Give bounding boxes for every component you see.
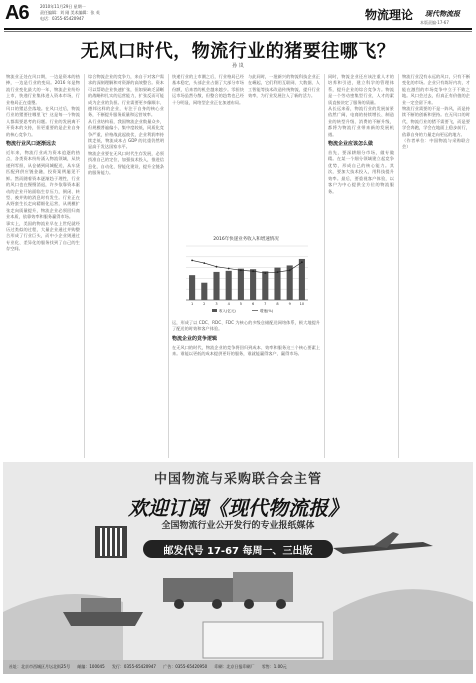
column-divider (84, 74, 85, 458)
header-meta (40, 4, 100, 22)
bar (299, 259, 305, 300)
ad-subline: 全国物流行业公开发行的专业报纸媒体 (161, 521, 315, 531)
bar-chart (172, 236, 320, 316)
x-tick-label: 7 (264, 302, 267, 306)
bar (213, 272, 219, 300)
legend-swatch-1 (212, 309, 217, 312)
paragraph: 物流行业没有永远的风口，只有不断变化的市场。企业只有练好内功，才能在激烈的市场竞争中立于不败之地。风口会过去，但真正有价值的企业一定会留下来。 (402, 74, 470, 105)
header-rule (4, 28, 472, 30)
ad-footer-price: 零售：1.00元 (261, 664, 287, 669)
page-header (0, 0, 476, 30)
paragraph: 物流行业需要的不是一阵风，而是持续不断的创新和坚持。在无风口的时代，物流行业的猪不需要飞，而是要学会奔跑，学会在地面上稳步前行，依靠自身的力量走向更远的地方。 (402, 106, 470, 137)
article-byline: 孙 岚 (232, 63, 244, 69)
bar (189, 275, 195, 300)
paragraph: 近年来，物流行业成为资本追逐的热点，各类资本纷纷涌入物流领域，从快递到零担，从仓储到同城配送，从车货匹配到供应链金融，投资案例屡见不鲜。然而随着资本逐渐趋于理性，行业的风口也在慢慢消退，许多依靠资本驱动的企业开始面临生存压力，倒闭、转型、被并购的消息时有发生。行业正在从野蛮生长走向精细化运营，从规模扩张走向质量提升，物流企业必须回归商业本质，依靠效率和服务赢得市场。 (6, 150, 80, 220)
paragraph: 风口的猪总会落地。在风口过后，物流行业的猪要往哪里飞？这是每一个物流人都需要思考的问题。行业的发展离不开资本的支持，但更重要的是企业自身的核心竞争力。 (6, 106, 80, 137)
bar (250, 269, 256, 300)
paragraph: 从长远来看，物流行业的发展前景依然广阔，电商的持续增长、制造业的转型升级、消费的不断升级，都将为物流行业带来新的发展机遇。 (328, 106, 394, 137)
header-editors: 责任编辑：刘 刚 美术编辑：张 英 (40, 10, 100, 15)
x-tick-label: 6 (251, 302, 255, 306)
x-tick-label: 2 (203, 302, 206, 306)
section-title: 物流理论 (365, 8, 414, 22)
bar (201, 283, 207, 300)
paragraph: 与此同时，一批新兴的物流科技企业正在崛起，它们利用互联网、大数据、人工智能等技术改造传统物流，提升行业效率，为行业发展注入了新的活力。 (248, 74, 320, 99)
header-phone: 电话：0355-65420947 (40, 16, 84, 21)
column-divider (398, 74, 399, 458)
subscription-ad (3, 462, 473, 674)
article-column-6 (402, 74, 470, 458)
ad-headline: 欢迎订阅《现代物流报》 (128, 496, 348, 520)
paragraph: 物流企业要在无风口时代生存发展，必须找准自己的定位，加强技术投入，推进信息化、自动化、智能化建设，提升全链条的服务能力。 (88, 150, 164, 176)
bar (226, 271, 232, 300)
paragraph: 运，形成了以 CDC、RDC、FDC 为核心的多级仓储配送网络体系，极大地提升了配送的时效和客户体验。 (172, 320, 320, 332)
line-series (192, 260, 302, 273)
paragraph: 在无风口的时代，物流企业的竞争将回归到成本、效率和服务这三个核心要素上来。谁能以更低的成本提供更好的服务，谁就能赢得客户、赢得市场。 (172, 344, 320, 357)
header-date: 2010年11月29日 星期一 (40, 4, 86, 9)
legend-label-2: 增速(%) (260, 309, 274, 313)
page-number: A6 (5, 2, 29, 24)
paragraph: 快递行业的上市潮之后，行业格局已经基本稳定，头部企业占据了大部分市场份额，后来者的机会越来越少。零担快运市场虽然分散，但整合的趋势也已经十分明显，网络型企业正在加速布局。 (172, 74, 244, 105)
article-column-1 (6, 74, 80, 458)
column-divider (324, 74, 325, 458)
x-tick-label: 8 (276, 302, 279, 306)
ad-footer-printing: 印刷：北京日报印刷厂 (214, 664, 255, 669)
x-tick-label: 3 (215, 302, 218, 306)
paragraph: 事实上，美国的物流业早在上世纪就经历过类似的过程，大量企业通过并购整合形成了行业巨头，而中小企业则通过专业化、差异化的服务找到了自己的生存空间。 (6, 220, 80, 252)
column-divider (168, 74, 169, 458)
x-tick-label: 10 (299, 302, 305, 306)
article-headline: 无风口时代，物流行业的猪要往哪飞？ (80, 41, 396, 62)
chart-title: 2016年快递业务收入和增速情况 (213, 237, 279, 242)
ad-footer-advertising: 广告：0355-65420950 (163, 664, 208, 669)
header-rule-thin (4, 31, 472, 32)
ad-footer-address: 社址：北京市西城区月坛北街25号 (9, 664, 71, 669)
paragraph: 首先，要深耕细分市场，做专做精。在某一个细分领域建立起竞争优势，形成自己的核心能力。其次，要加大技术投入，用科技提升效率。最后，要重视客户体验，以客户为中心提供全方位的物流服务。 (328, 150, 394, 194)
ad-footer-postcode: 邮编：100045 (77, 664, 105, 669)
chart-svg (172, 242, 320, 316)
qr-code (95, 526, 127, 558)
x-tick-label: 4 (227, 302, 230, 306)
ad-footer (3, 660, 473, 674)
ad-band-text: 邮发代号 17-67 每周一、三出版 (163, 546, 313, 557)
bar (238, 269, 244, 300)
x-tick-label: 1 (190, 302, 194, 306)
article-column-5 (328, 74, 394, 458)
paragraph: 综合物流企业的竞争力，来自于对客户需求的深刻理解和对资源的高效整合。资本可以帮助企业快速扩张，但如果缺乏清晰的战略和扎实的运营能力，扩张反而可能成为企业的负担。行业需要更多像顺丰、德邦这样的企业，专注于自身的核心业务，不断提升服务质量和运营效率。 (88, 74, 164, 118)
header-right-meta: 本版责编·17-67 (420, 20, 449, 25)
paragraph: 从行业结构看，我国物流企业数量众多，但规模普遍偏小，集中度较低，同质化竞争严重，价格战此起彼伏，企业利润率持续走低，物流成本占 GDP 的比重仍然明显高于发达国家水平。 (88, 118, 164, 150)
ad-top-line: 中国物流与采购联合会主管 (153, 472, 322, 487)
paragraph: （作者单位：中国物流与采购联合会） (402, 138, 470, 150)
paper-logo: 现代物流报 (425, 9, 460, 18)
x-tick-label: 5 (239, 302, 243, 306)
article-column-3 (172, 74, 244, 232)
article-column-3b (172, 320, 320, 458)
legend-label-1: 收入(亿元) (219, 309, 236, 313)
section-subheading: 物流企业应该怎么做 (328, 141, 374, 148)
article-column-4 (248, 74, 320, 232)
paragraph: 同时，物流企业还应该注重人才的培养和引进，建立科学的管理体系，提升企业的综合竞争力。物流是一个劳动密集型行业，人才的素质直接决定了服务的质量。 (328, 74, 394, 105)
paragraph: 物流业正处在风口期，一边是资本的热捧，一边是行业的变局。2016 年是物流行业变化最大的一年，物流企业纷纷上市，快递行业集体进入资本市场，行业格局正在重塑。 (6, 74, 80, 105)
section-subheading: 物流企业的竞争逻辑 (172, 335, 218, 342)
article-column-2 (88, 74, 164, 458)
section-subheading: 物流行业风口逐渐远去 (6, 141, 57, 148)
bar (262, 271, 268, 300)
x-tick-label: 9 (288, 302, 291, 306)
ad-footer-distribution: 发行：0355-65420947 (111, 664, 156, 669)
